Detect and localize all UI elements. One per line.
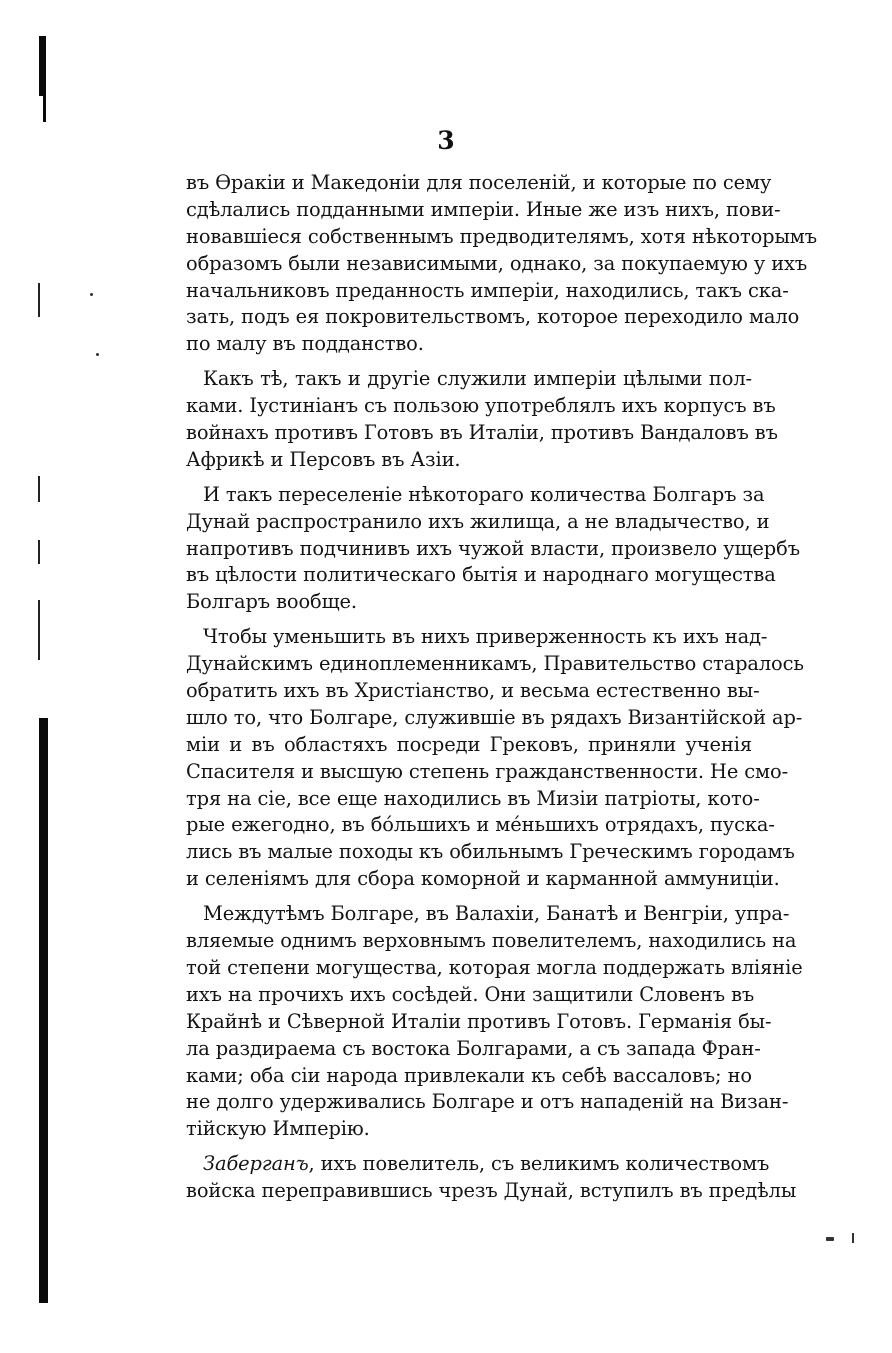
text-line: зать, подъ ея покровительствомъ, которое переходило мало: [186, 305, 800, 329]
text-line: И такъ переселеніе нѣкотораго количества Болгаръ за: [203, 482, 765, 506]
text-line: въ Өракіи и Македоніи для поселеній, и которые по сему: [186, 171, 772, 194]
text-line: и селеніямъ для сбора коморной и карманной аммуниціи.: [186, 867, 780, 891]
ink-speck: [90, 293, 93, 296]
text-line: шло то, что Болгаре, служившіе въ рядахъ Византійской ар-: [186, 705, 803, 729]
paragraph: [186, 366, 778, 474]
text-line: [186, 1151, 770, 1178]
italic-name: Заберганъ: [203, 1152, 309, 1176]
text-line: вляемые однимъ верховнымъ повелителемъ, находились на: [186, 929, 797, 953]
text-line: по малу въ подданство.: [186, 332, 424, 356]
text-run: , ихъ повелитель, съ великимъ количествомъ: [308, 1152, 770, 1176]
text-line: войска переправившись чрезъ Дунай, вступилъ въ предѣлы: [186, 1179, 797, 1203]
text-line: Крайнѣ и Сѣверной Италіи противъ Готовъ. Германія бы-: [186, 1009, 772, 1033]
text-line: Дунайскимъ единоплеменникамъ, Правительство старалось: [186, 652, 804, 676]
text-line: ками. Іустиніанъ съ пользою употреблялъ ихъ корпусъ въ: [186, 394, 776, 418]
text-line: Чтобы уменьшить въ нихъ приверженность къ ихъ над-: [203, 625, 768, 649]
text-line: тря на сіе, все еще находились въ Мизіи патріоты, кото-: [186, 786, 760, 810]
text-line: Спасителя и высшую степень гражданственности. Не смо-: [186, 759, 789, 783]
margin-mark: [38, 476, 40, 502]
text-line: ла раздираема съ востока Болгарами, а съ запада Фран-: [186, 1036, 761, 1060]
text-line: лись въ малые походы къ обильнымъ Греческимъ городамъ: [186, 840, 795, 864]
text-line: Африкѣ и Персовъ въ Азіи.: [186, 447, 461, 471]
text-line: Какъ тѣ, такъ и другіе служили имперіи цѣлыми пол-: [203, 367, 752, 391]
text-line: той степени могущества, которая могла поддержать вліяніе: [186, 955, 803, 979]
paragraph: [186, 624, 804, 893]
binding-spine-upper-tail: [43, 96, 46, 122]
text-line: начальниковъ преданность имперіи, находились, такъ ска-: [186, 278, 789, 302]
text-line: ками; оба сіи народа привлекали къ себѣ вассаловъ; но: [186, 1063, 752, 1087]
margin-mark: [38, 283, 40, 317]
ink-speck: [96, 353, 99, 356]
text-line: ихъ на прочихъ ихъ сосѣдей. Они защитили Словенъ въ: [186, 982, 755, 1006]
text-line: войнахъ противъ Готовъ въ Италіи, противъ Вандаловъ въ: [186, 421, 778, 445]
text-line: міи и въ областяхъ посреди Грековъ, приняли ученія: [186, 732, 752, 756]
paragraph: [186, 170, 818, 358]
paragraph: [186, 1151, 797, 1205]
text-line: образомъ были независимыми, однако, за покупаемую у ихъ: [186, 251, 808, 275]
text-line: въ цѣлости политическаго бытія и народнаго могущества: [186, 563, 776, 587]
text-line: тійскую Имперію.: [186, 1117, 370, 1141]
text-line: сдѣлались подданными имперіи. Иные же изъ нихъ, пови-: [186, 197, 781, 221]
text-line: Болгаръ вообще.: [186, 590, 357, 614]
text-line: обратить ихъ въ Христіанство, и весьма естественно вы-: [186, 679, 760, 703]
text-line: не долго удерживались Болгаре и отъ нападеній на Визан-: [186, 1090, 789, 1114]
margin-mark: [38, 600, 40, 660]
ink-speck: [852, 1233, 854, 1243]
text-line: Междутѣмъ Болгаре, въ Валахіи, Банатѣ и Венгріи, упра-: [203, 902, 790, 926]
text-line: новавшіеся собственнымъ предводителямъ, хотя нѣкоторымъ: [186, 224, 818, 248]
paragraph: [186, 482, 800, 616]
text-line: Дунай распространило ихъ жилища, а не владычество, и: [186, 509, 770, 533]
paragraph: [186, 901, 803, 1143]
ink-speck: [826, 1237, 834, 1241]
page-number: 3: [437, 126, 455, 155]
margin-mark: [38, 540, 40, 564]
text-line: напротивъ подчинивъ ихъ чужой власти, произвело ущербъ: [186, 536, 800, 560]
binding-spine-lower: [39, 718, 48, 1303]
body-text: [186, 170, 818, 1205]
text-line: рые ежегодно, въ бо́льшихъ и ме́ньшихъ отрядахъ, пуска-: [186, 813, 775, 837]
binding-spine-upper: [39, 36, 46, 96]
